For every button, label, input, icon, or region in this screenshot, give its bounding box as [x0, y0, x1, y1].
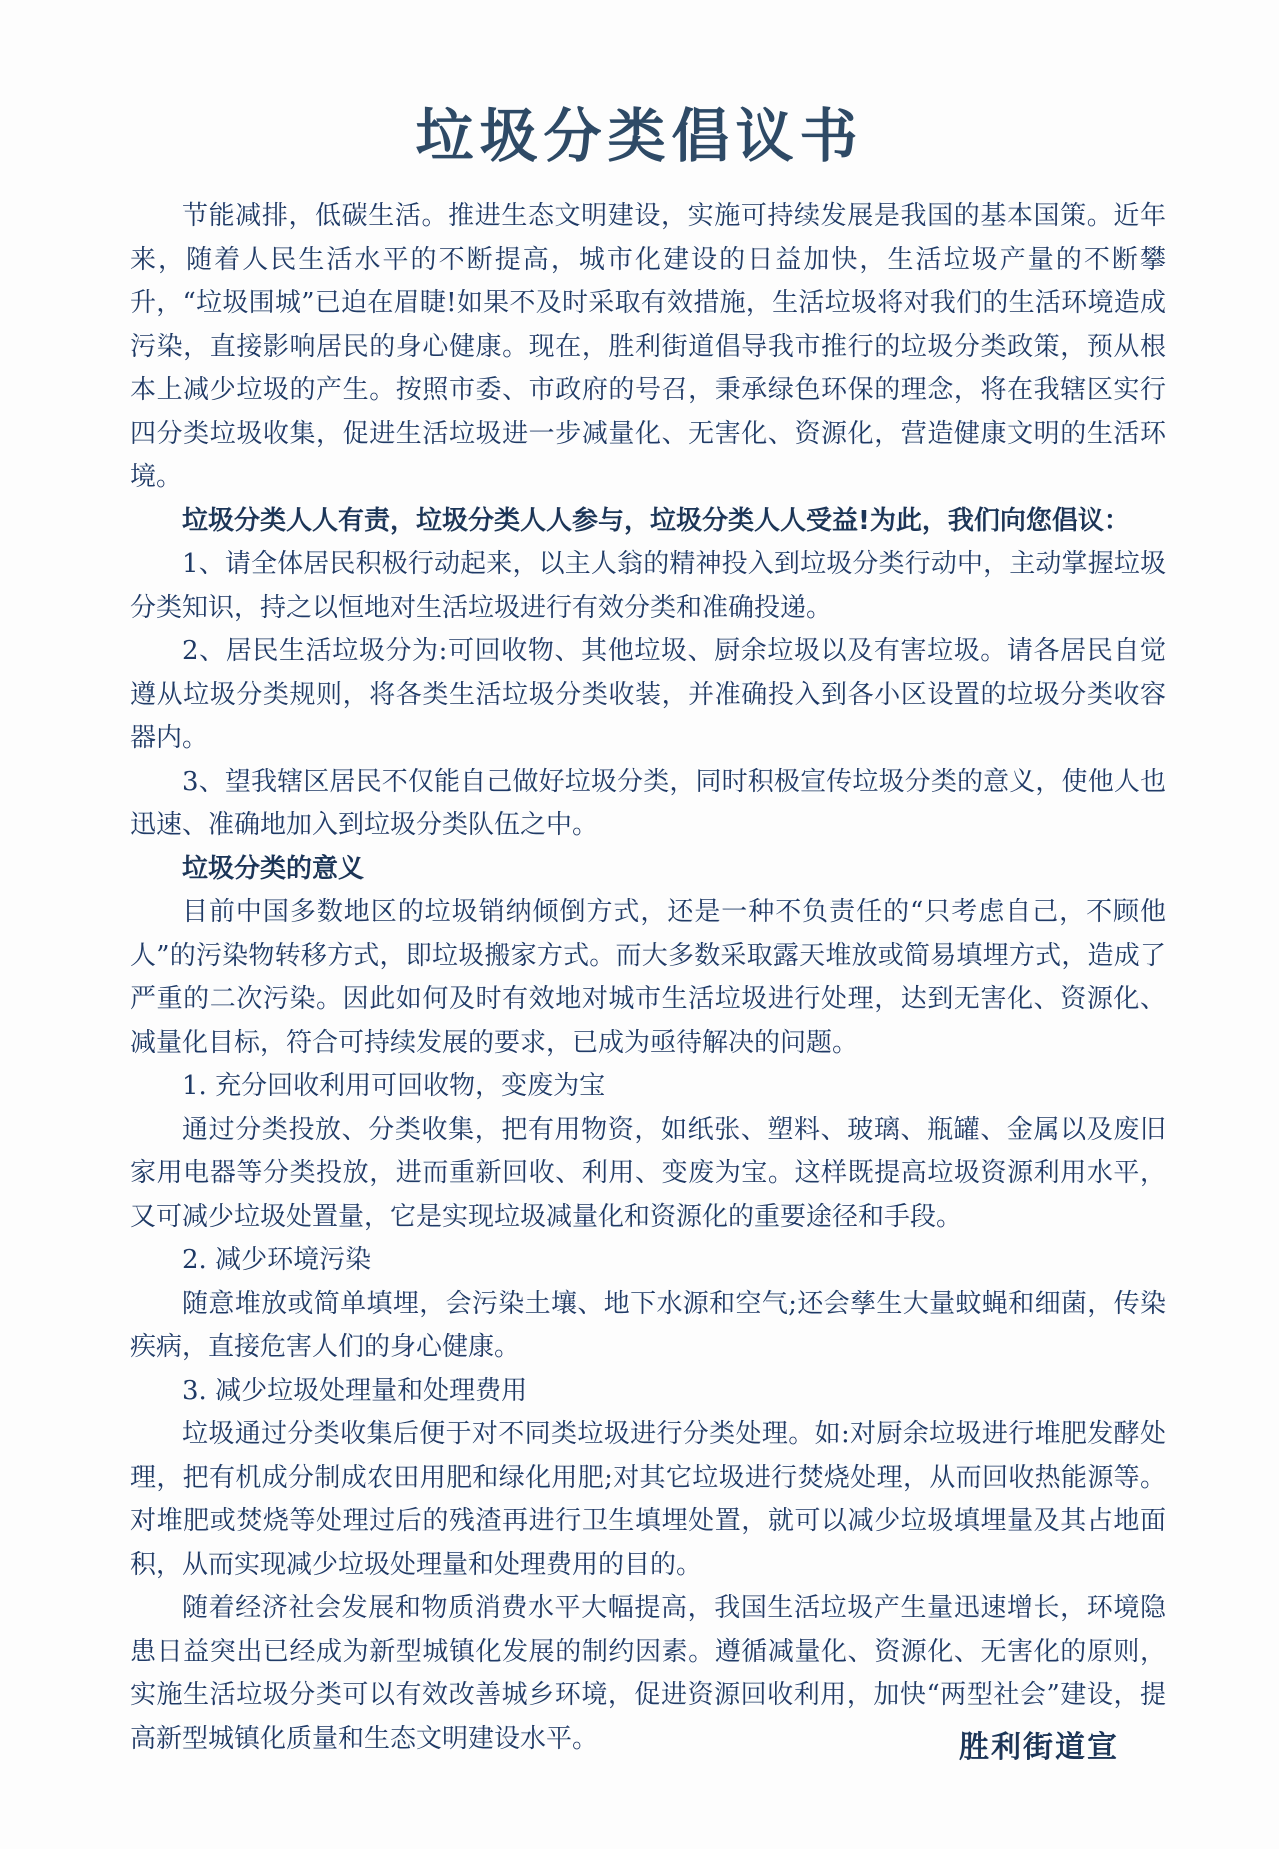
intro-paragraph: 节能减排，低碳生活。推进生态文明建设，实施可持续发展是我国的基本国策。近年来，随着人民生活水平的不断提高，城市化建设的日益加快，生活垃圾产量的不断攀升，“垃圾围城”已迫在眉睫!如果不及时采取有效措施，生活垃圾将对我们的生活环境造成污染，直接影响居民的身心健康。现在，胜利街道倡导我市推行的垃圾分类政策，预从根本上减少垃圾的产生。按照市委、市政府的号召，秉承绿色环保的理念，将在我辖区实行四分类垃圾收集，促进生活垃圾进一步减量化、无害化、资源化，营造健康文明的生活环境。 [130, 201, 1166, 492]
proposal-item-2: 2、居民生活垃圾分为:可回收物、其他垃圾、厨余垃圾以及有害垃圾。请各居民自觉遵从垃圾分类规则，将各类生活垃圾分类收装，并准确投入到各小区设置的垃圾分类收容器内。 [130, 636, 1166, 753]
point-3-paragraph: 垃圾通过分类收集后便于对不同类垃圾进行分类处理。如:对厨余垃圾进行堆肥发酵处理，把有机成分制成农田用肥和绿化用肥;对其它垃圾进行焚烧处理，从而回收热能源等。对堆肥或焚烧等处理过后的残渣再进行卫生填埋处置，就可以减少垃圾填埋量及其占地面积，从而实现减少垃圾处理量和处理费用的目的。 [130, 1419, 1166, 1580]
proposal-item-1: 1、请全体居民积极行动起来，以主人翁的精神投入到垃圾分类行动中，主动掌握垃圾分类知识，持之以恒地对生活垃圾进行有效分类和准确投递。 [130, 549, 1166, 623]
point-1-heading: 1. 充分回收利用可回收物，变废为宝 [182, 1071, 606, 1101]
significance-paragraph: 目前中国多数地区的垃圾销纳倾倒方式，还是一种不负责任的“只考虑自己，不顾他人”的污染物转移方式，即垃圾搬家方式。而大多数采取露天堆放或简易填埋方式，造成了严重的二次污染。因此如何及时有效地对城市生活垃圾进行处理，达到无害化、资源化、减量化目标，符合可持续发展的要求，已成为亟待解决的问题。 [130, 897, 1166, 1058]
point-2-heading: 2. 减少环境污染 [182, 1245, 372, 1275]
document-title: 垃圾分类倡议书 [415, 102, 864, 170]
proposal-item-3: 3、望我辖区居民不仅能自己做好垃圾分类，同时积极宣传垃圾分类的意义，使他人也迅速、准确地加入到垃圾分类队伍之中。 [130, 766, 1166, 840]
point-2-paragraph: 随意堆放或简单填埋，会污染土壤、地下水源和空气;还会孳生大量蚊蝇和细菌，传染疾病，直接危害人们的身心健康。 [130, 1288, 1166, 1362]
point-1-paragraph: 通过分类投放、分类收集，把有用物资，如纸张、塑料、玻璃、瓶罐、金属以及废旧家用电器等分类投放，进而重新回收、利用、变废为宝。这样既提高垃圾资源利用水平，又可减少垃圾处置量，它是实现垃圾减量化和资源化的重要途径和手段。 [130, 1114, 1166, 1232]
significance-heading: 垃圾分类的意义 [182, 853, 365, 884]
closing-paragraph: 随着经济社会发展和物质消费水平大幅提高，我国生活垃圾产生量迅速增长，环境隐患日益突出已经成为新型城镇化发展的制约因素。遵循减量化、资源化、无害化的原则，实施生活垃圾分类可以有效改善城乡环境，促进资源回收利用，加快“两型社会”建设，提高新型城镇化质量和生态文明建设水平。 [130, 1593, 1166, 1754]
signature: 胜利街道宣 [959, 1730, 1119, 1765]
point-3-heading: 3. 减少垃圾处理量和处理费用 [182, 1375, 528, 1406]
call-to-action-heading: 垃圾分类人人有责，垃圾分类人人参与，垃圾分类人人受益!为此，我们向您倡议： [182, 505, 1130, 536]
document-body [130, 195, 1166, 1761]
